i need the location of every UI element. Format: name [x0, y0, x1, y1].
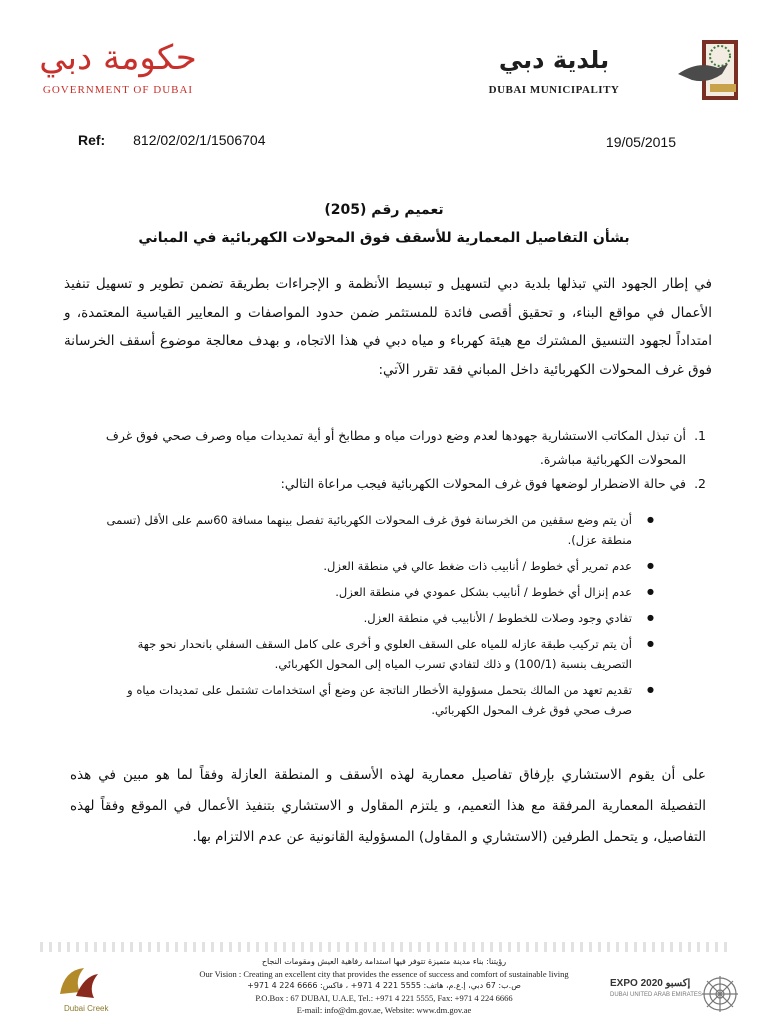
intro-paragraph: في إطار الجهود التي تبذلها بلدية دبي لتسهيل و تبسيط الأنظمة و الإجراءات بطريقة تضمن تطوير و تسهيل تنفيذ الأعمال في مواقع البناء، و تحقيق أقصى فائدة للمستثمر ضمن حدود المواصفات و المعايير القياسية المعتمدة، و امتداداً لجهود التنسيق المشترك مع هيئة كهرباء و مياه دبي في هذا الاتجاه، و بهدف معالجة موضوع أسقف الخرسانة فوق غرف المحولات الكهربائية داخل المباني فقد تقرر الآتي:	[64, 276, 712, 378]
bullet-item: ● عدم إنزال أي خطوط / أنابيب بشكل عمودي في منطقة العزل.	[96, 582, 654, 602]
footer-divider	[40, 942, 728, 952]
reference-line	[78, 132, 265, 148]
bullet-item: ● تفادي وجود وصلات للخطوط / الأنابيب في منطقة العزل.	[96, 608, 654, 628]
list-item-number: 2.	[694, 476, 706, 491]
reference-number: 812/02/02/1/1506704	[133, 132, 266, 148]
falcon-emblem-icon	[658, 34, 740, 104]
requirements-bullet-list	[96, 510, 654, 726]
dubai-municipality-logo	[450, 34, 740, 104]
list-item	[80, 472, 706, 496]
bullet-item: ● أن يتم تركيب طبقة عازله للمياه على السقف العلوي و أخرى على كامل السقف السفلي بانحدار نحو جهة التصريف بنسبة (100/1) و ذلك لتفادي تسرب المياه إلى المحول الكهربائي.	[96, 634, 654, 674]
expo-subtitle: DUBAI UNITED ARAB EMIRATES	[610, 992, 702, 998]
closing-paragraph: على أن يقوم الاستشاري بإرفاق تفاصيل معمارية لهذه الأسقف و المنطقة العازلة وفقاً لما هو مبين في هذه التفصيلة المعمارية المرفقة مع هذا التعميم، و يلتزم المقاول و الاستشاري بتنفيذ الأعمال في الموقع وفقاً لهذه التفاصيل، و يتحمل الطرفين (الاستشاري و المقاول) المسؤولية القانونية عن عدم الالتزام بها.	[70, 767, 706, 845]
footer-contact	[150, 956, 618, 1016]
bullet-item: ● عدم تمرير أي خطوط / أنابيب ذات ضغط عالي في منطقة العزل.	[96, 556, 654, 576]
bullet-item: ● أن يتم وضع سقفين من الخرسانة فوق غرف المحولات الكهربائية تفصل بينهما مسافة 60سم على الأقل (تسمى منطقة عزل).	[96, 510, 654, 550]
list-item-text: أن تبذل المكاتب الاستشارية جهودها لعدم وضع دورات مياه و مطابخ أو أية تمديدات مياه وصرف صحي فوق غرف المحولات الكهربائية مباشرة.	[105, 428, 686, 467]
dm-logo-arabic: بلدية دبي	[498, 46, 610, 74]
expo-title: EXPO 2020 إكسبو	[610, 978, 691, 989]
list-item	[80, 424, 706, 472]
dubai-creek-text: Dubai Creek	[64, 1004, 109, 1013]
list-item-number: 1.	[694, 428, 706, 443]
dubai-creek-icon	[54, 960, 102, 1004]
contact-english: P.O.Box : 67 DUBAI, U.A.E, Tel.: +971 4 221 5555, Fax: +971 4 224 6666	[255, 993, 513, 1003]
gov-logo-english: GOVERNMENT OF DUBAI	[42, 84, 194, 96]
gov-logo-arabic: حكومة دبي	[39, 38, 197, 78]
vision-arabic: رؤيتنا: بناء مدينة متميزة تتوفر فيها استدامة رفاهية العيش ومقومات النجاح	[261, 957, 507, 966]
circular-title: تعميم رقم (205)	[324, 202, 444, 218]
contact-web: E-mail: info@dm.gov.ae, Website: www.dm.gov.ae	[296, 1005, 472, 1015]
document-date: 19/05/2015	[605, 134, 676, 150]
circular-subtitle: بشأن التفاصيل المعمارية للأسقف فوق المحولات الكهربائية في المباني	[138, 230, 630, 246]
list-item-text: في حالة الاضطرار لوضعها فوق غرف المحولات الكهربائية فيجب مراعاة التالي:	[280, 476, 686, 491]
expo-2020-logo	[610, 974, 740, 1018]
expo-emblem-icon	[700, 974, 740, 1014]
dm-logo-english: DUBAI MUNICIPALITY	[488, 84, 620, 96]
reference-label: Ref:	[78, 132, 106, 148]
numbered-list	[80, 424, 706, 496]
vision-english: Our Vision : Creating an excellent city that provides the essence of success and comfort of sustainable living	[199, 969, 569, 979]
bullet-item: ● تقديم تعهد من المالك بتحمل مسؤولية الأخطار الناتجة عن وضع أي استخدامات تشتمل على تمديدات مياه و صرف صحي فوق غرف المحول الكهربائي.	[96, 680, 654, 720]
government-of-dubai-logo	[38, 38, 198, 102]
dubai-creek-logo	[54, 960, 114, 1016]
contact-arabic: ص.ب: 67 دبي، إ.ع.م، هاتف: 5555 221 4 971+ ، فاكس: 6666 224 4 971+	[247, 981, 521, 990]
